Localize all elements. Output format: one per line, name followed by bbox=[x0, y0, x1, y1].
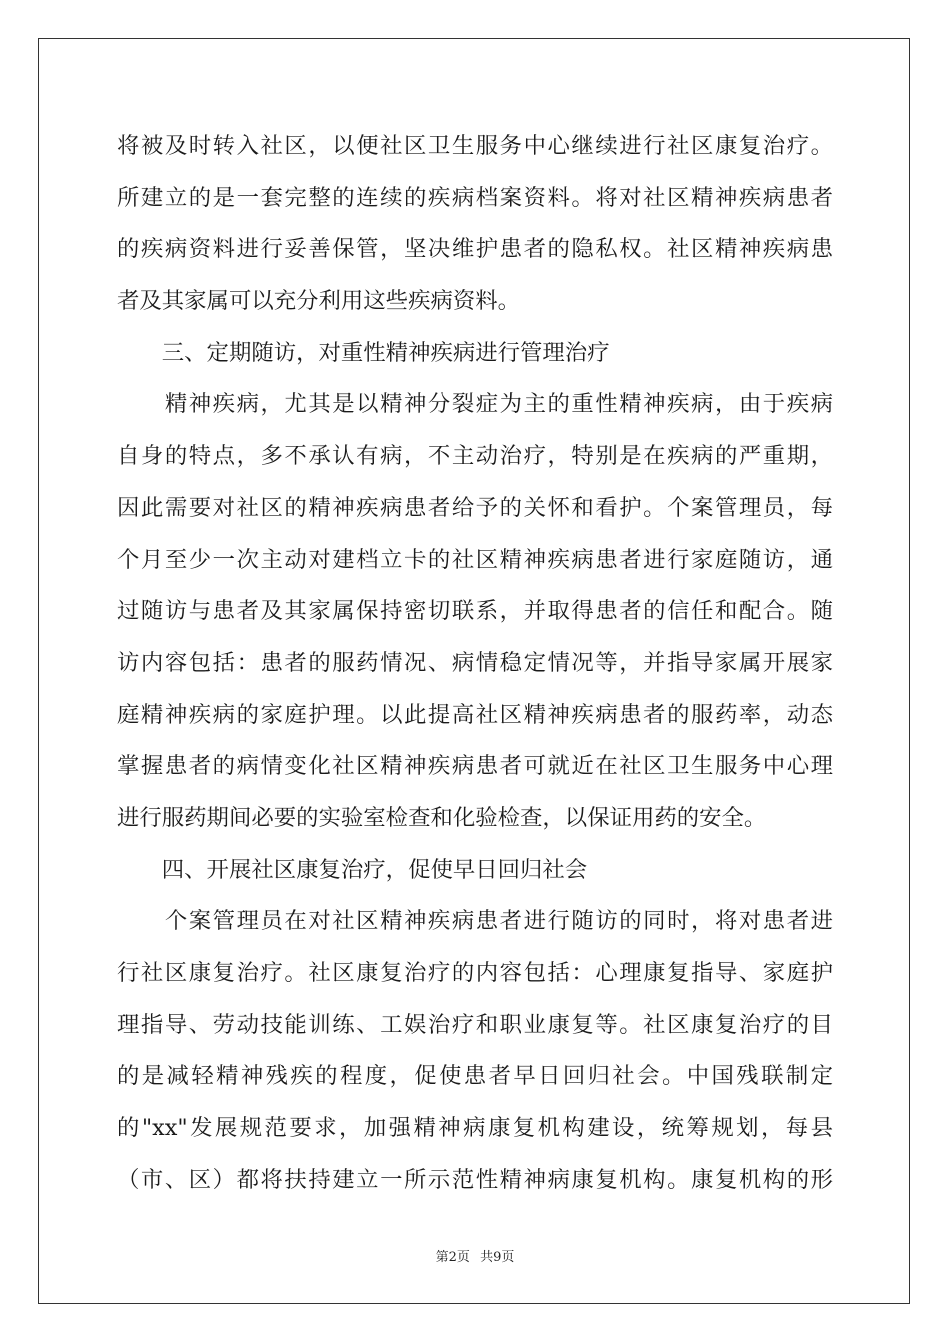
section-heading: 四、开展社区康复治疗，促使早日回归社会 bbox=[117, 856, 588, 883]
text-line: 进行服药期间必要的实验室检查和化验检查，以保证用药的安全。 bbox=[117, 804, 767, 831]
document-body bbox=[117, 121, 833, 1206]
text-line: 掌握患者的病情变化社区精神疾病患者可就近在社区卫生服务中心理 bbox=[117, 753, 833, 780]
section-heading: 三、定期随访，对重性精神疾病进行管理治疗 bbox=[117, 339, 610, 366]
text-line: 个案管理员在对社区精神疾病患者进行随访的同时，将对患者进 bbox=[117, 908, 833, 935]
text-line: 庭精神疾病的家庭护理。以此提高社区精神疾病患者的服药率，动态 bbox=[117, 701, 833, 728]
text-line: 所建立的是一套完整的连续的疾病档案资料。将对社区精神疾病患者 bbox=[117, 184, 833, 211]
text-line: 的"xx"发展规范要求，加强精神病康复机构建设，统筹规划，每县 bbox=[117, 1115, 833, 1142]
page-footer bbox=[0, 1246, 950, 1265]
text-line: 的疾病资料进行妥善保管，坚决维护患者的隐私权。社区精神疾病患 bbox=[117, 236, 833, 263]
total-pages: 共9页 bbox=[480, 1250, 515, 1265]
page-number: 第2页 bbox=[435, 1250, 470, 1265]
text-line: 将被及时转入社区，以便社区卫生服务中心继续进行社区康复治疗。 bbox=[117, 133, 833, 159]
text-line: 理指导、劳动技能训练、工娱治疗和职业康复等。社区康复治疗的目 bbox=[117, 1011, 833, 1038]
text-line: 因此需要对社区的精神疾病患者给予的关怀和看护。个案管理员，每 bbox=[117, 494, 833, 521]
text-line: 行社区康复治疗。社区康复治疗的内容包括：心理康复指导、家庭护 bbox=[117, 960, 833, 986]
text-line: 访内容包括：患者的服药情况、病情稳定情况等，并指导家属开展家 bbox=[117, 649, 833, 676]
text-line: （市、区）都将扶持建立一所示范性精神病康复机构。康复机构的形 bbox=[117, 1166, 833, 1193]
text-line: 精神疾病，尤其是以精神分裂症为主的重性精神疾病，由于疾病 bbox=[117, 391, 833, 418]
text-line: 者及其家属可以充分利用这些疾病资料。 bbox=[117, 288, 521, 315]
text-line: 的是减轻精神残疾的程度，促使患者早日回归社会。中国残联制定 bbox=[117, 1063, 833, 1090]
text-line: 个月至少一次主动对建档立卡的社区精神疾病患者进行家庭随访，通 bbox=[117, 546, 833, 573]
text-line: 自身的特点，多不承认有病，不主动治疗，特别是在疾病的严重期， bbox=[117, 443, 833, 470]
text-line: 过随访与患者及其家属保持密切联系，并取得患者的信任和配合。随 bbox=[117, 598, 833, 625]
